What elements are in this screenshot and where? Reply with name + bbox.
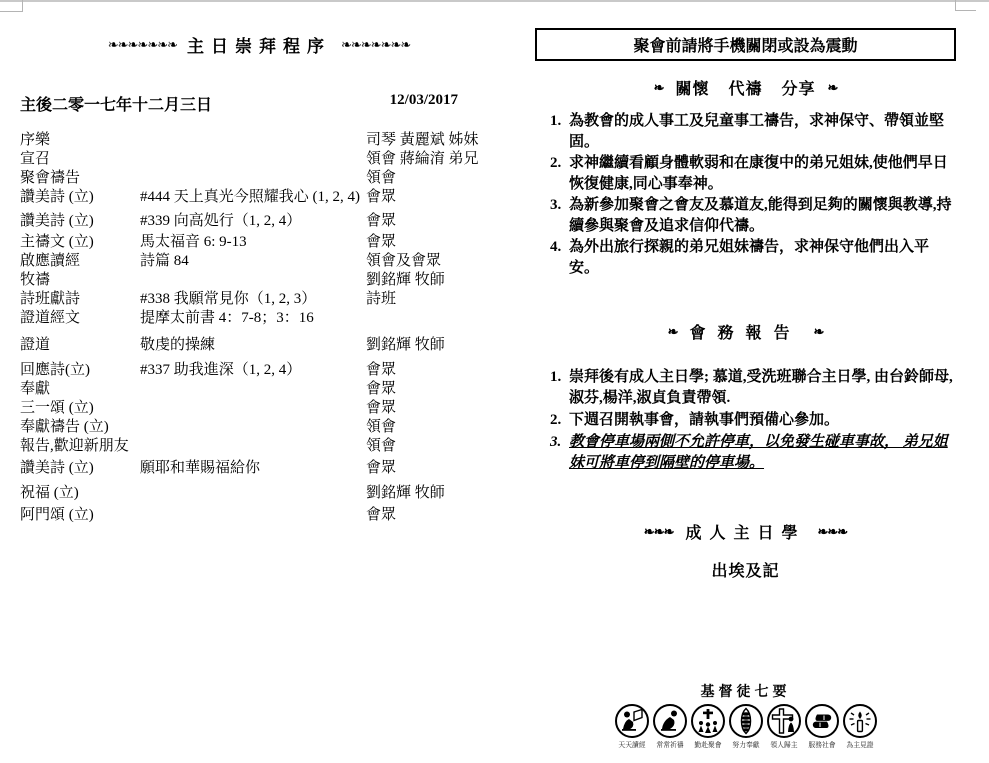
essential-item [613,703,650,751]
page-top-edge [0,0,989,2]
pray-icon [652,703,688,739]
table-row [20,459,498,478]
program-item: 讚美詩 (立) [20,189,94,205]
date-numeric: 12/03/2017 [389,92,458,108]
list-item [565,153,956,195]
program-item: 奉獻 [20,381,51,397]
program-who: 劉銘輝 牧師 [366,272,445,288]
essential-label: 努力奉獻 [731,740,760,749]
program-item: 三一頌 (立) [20,400,94,416]
program-detail: 詩篇 84 [140,253,189,269]
date-row [20,92,458,115]
table-row [20,252,498,271]
program-item: 牧禱 [20,272,51,288]
table-row [20,418,498,437]
table-row [20,233,498,252]
list-item [565,111,956,153]
scroll-ornament-icon: ❧❧❧❧❧❧❧ [107,37,177,52]
program-who: 會眾 [366,400,397,416]
essential-item [803,703,840,751]
care-section-heading [535,76,956,99]
page-title: 主日崇拜程序 [187,37,331,56]
table-row [20,506,498,525]
program-who [366,309,498,328]
program-item: 主禱文 (立) [20,234,94,250]
program-detail [140,131,366,150]
sunday-school-title: 成人主日學 [685,525,806,542]
program-detail [140,484,366,503]
program-who: 領會 [366,170,397,186]
program-who: 領會 蔣綸淯 弟兄 [366,151,479,167]
program-item: 序樂 [20,132,51,148]
list-item-text: 下週召開執事會，請執事們預備心參加。 [569,412,840,428]
program-item: 證道經文 [20,310,81,326]
program-item: 回應詩(立) [20,362,90,378]
program-who: 劉銘輝 牧師 [366,485,445,501]
program-who: 會眾 [366,362,397,378]
program-who: 會眾 [366,213,397,229]
date-chinese: 主後二零一七年十二月三日 [20,97,213,114]
table-row [20,188,498,207]
serve-society-icon [804,703,840,739]
program-detail: #339 向高処行（1, 2, 4） [140,213,302,229]
crop-mark-top-left [0,0,23,12]
seven-essentials-title: 基督徒七要 [700,685,791,700]
program-detail [140,399,366,418]
list-item-text: 為外出旅行探親的弟兄姐妹禱告，求神保守他們出入平安。 [569,239,930,276]
program-who: 會眾 [366,381,397,397]
list-item-text: 教會停車場兩側不允許停車，以免發生碰車事故， 弟兄姐妹可將車停到隔壁的停車場。 [569,434,948,471]
care-list [535,111,956,279]
attend-meeting-icon [690,703,726,739]
lead-to-christ-icon [766,703,802,739]
program-item: 宣召 [20,151,51,167]
scroll-ornament-icon: ❧ [667,324,678,339]
table-row [20,361,498,380]
program-who: 會眾 [366,507,397,523]
program-item: 報告,歡迎新朋友 [20,438,129,454]
table-row [20,212,498,231]
program-item: 讚美詩 (立) [20,460,94,476]
essential-item [727,703,764,751]
program-detail [140,418,366,437]
essential-label: 天天讀經 [617,740,646,749]
program-item: 聚會禱告 [20,170,81,186]
list-item [565,410,956,431]
essential-item [765,703,802,751]
announcements-page [535,25,956,763]
program-who: 劉銘輝 牧師 [366,337,445,353]
sunday-school-topic: 出埃及記 [711,563,780,580]
table-row [20,150,498,169]
list-item-text: 求神繼續看顧身體軟弱和在康復中的弟兄姐妹,使他們早日恢復健康,同心事奉神。 [569,155,948,192]
list-item [565,237,956,279]
affairs-list [535,367,956,474]
program-detail [140,169,366,188]
program-who: 司琴 黃麗斌 姊妹 [366,132,479,148]
seven-essentials-icons [535,703,956,751]
essential-item [651,703,688,751]
worship-program-page [20,25,498,525]
program-detail [140,271,366,290]
essential-item [689,703,726,751]
scroll-ornament-icon: ❧ [827,80,838,95]
table-row [20,380,498,399]
table-row [20,484,498,503]
scroll-ornament-icon: ❧❧❧ [817,524,848,539]
table-row [20,309,498,328]
table-row [20,437,498,456]
seven-essentials-footer [535,681,956,751]
sunday-school-heading [535,520,956,543]
essential-label: 常常祈禱 [655,740,684,749]
essential-item [841,703,878,751]
list-item-text: 為新參加聚會之會友及慕道友,能得到足夠的關懷與教導,持續參與聚會及追求信仰代禱。 [569,197,952,234]
program-title-row [20,32,498,57]
list-item-text: 為教會的成人事工及兒童事工禱告，求神保守、帶領並堅固。 [569,113,945,150]
program-detail: 敬虔的操練 [140,337,216,353]
program-item: 詩班獻詩 [20,291,81,307]
program-who: 會眾 [366,234,397,250]
table-row [20,336,498,355]
scroll-ornament-icon: ❧ [653,80,664,95]
program-who: 領會及會眾 [366,253,442,269]
list-item-text: 崇拜後有成人主日學; 慕道,受洗班聯合主日學, 由台鈴師母,淑芬,楊洋,淑貞負責帶領. [569,369,953,406]
program-detail [140,380,366,399]
program-detail: #338 我願常見你（1, 2, 3） [140,291,317,307]
program-who: 會眾 [366,460,397,476]
table-row [20,399,498,418]
list-item [565,195,956,237]
table-row [20,169,498,188]
read-bible-icon [614,703,650,739]
program-who: 詩班 [366,291,397,307]
program-who: 領會 [366,438,397,454]
program-item: 阿門頌 (立) [20,507,94,523]
essential-label: 服務社會 [807,740,836,749]
program-item: 祝福 (立) [20,485,79,501]
crop-mark-top-right [955,0,976,11]
essential-label: 勤赴聚會 [693,740,722,749]
phone-notice-box: 聚會前請將手機關閉或設為震動 [535,28,956,61]
program-detail [140,150,366,169]
program-detail [140,506,366,525]
list-item-parking-warning [565,432,956,474]
witness-icon [842,703,878,739]
program-who: 領會 [366,419,397,435]
affairs-section-title: 會務報告 [689,325,802,342]
table-row [20,131,498,150]
program-item: 奉獻禱告 (立) [20,419,109,435]
scroll-ornament-icon: ❧❧❧ [643,524,674,539]
program-who: 會眾 [366,189,397,205]
essential-label: 領人歸主 [769,740,798,749]
program-detail: #444 天上真光今照耀我心 (1, 2, 4) [140,189,360,205]
offering-icon [728,703,764,739]
affairs-section-heading [535,320,956,343]
program-detail: #337 助我進深（1, 2, 4） [140,362,302,378]
scroll-ornament-icon: ❧❧❧❧❧❧❧ [341,37,411,52]
scroll-ornament-icon: ❧ [813,324,824,339]
care-section-title: 關懷 代禱 分享 [675,81,816,98]
list-item [565,367,956,409]
program-item: 證道 [20,337,51,353]
program-detail: 願耶和華賜福給你 [140,460,261,476]
program-detail [140,437,366,456]
program-detail: 馬太福音 6: 9-13 [140,234,247,250]
table-row [20,290,498,309]
program-detail: 提摩太前書 4：7-8；3：16 [140,310,314,326]
program-item: 讚美詩 (立) [20,213,94,229]
table-row [20,271,498,290]
program-item: 啟應讀經 [20,253,81,269]
program-table [20,131,498,525]
essential-label: 為主見證 [845,740,874,749]
